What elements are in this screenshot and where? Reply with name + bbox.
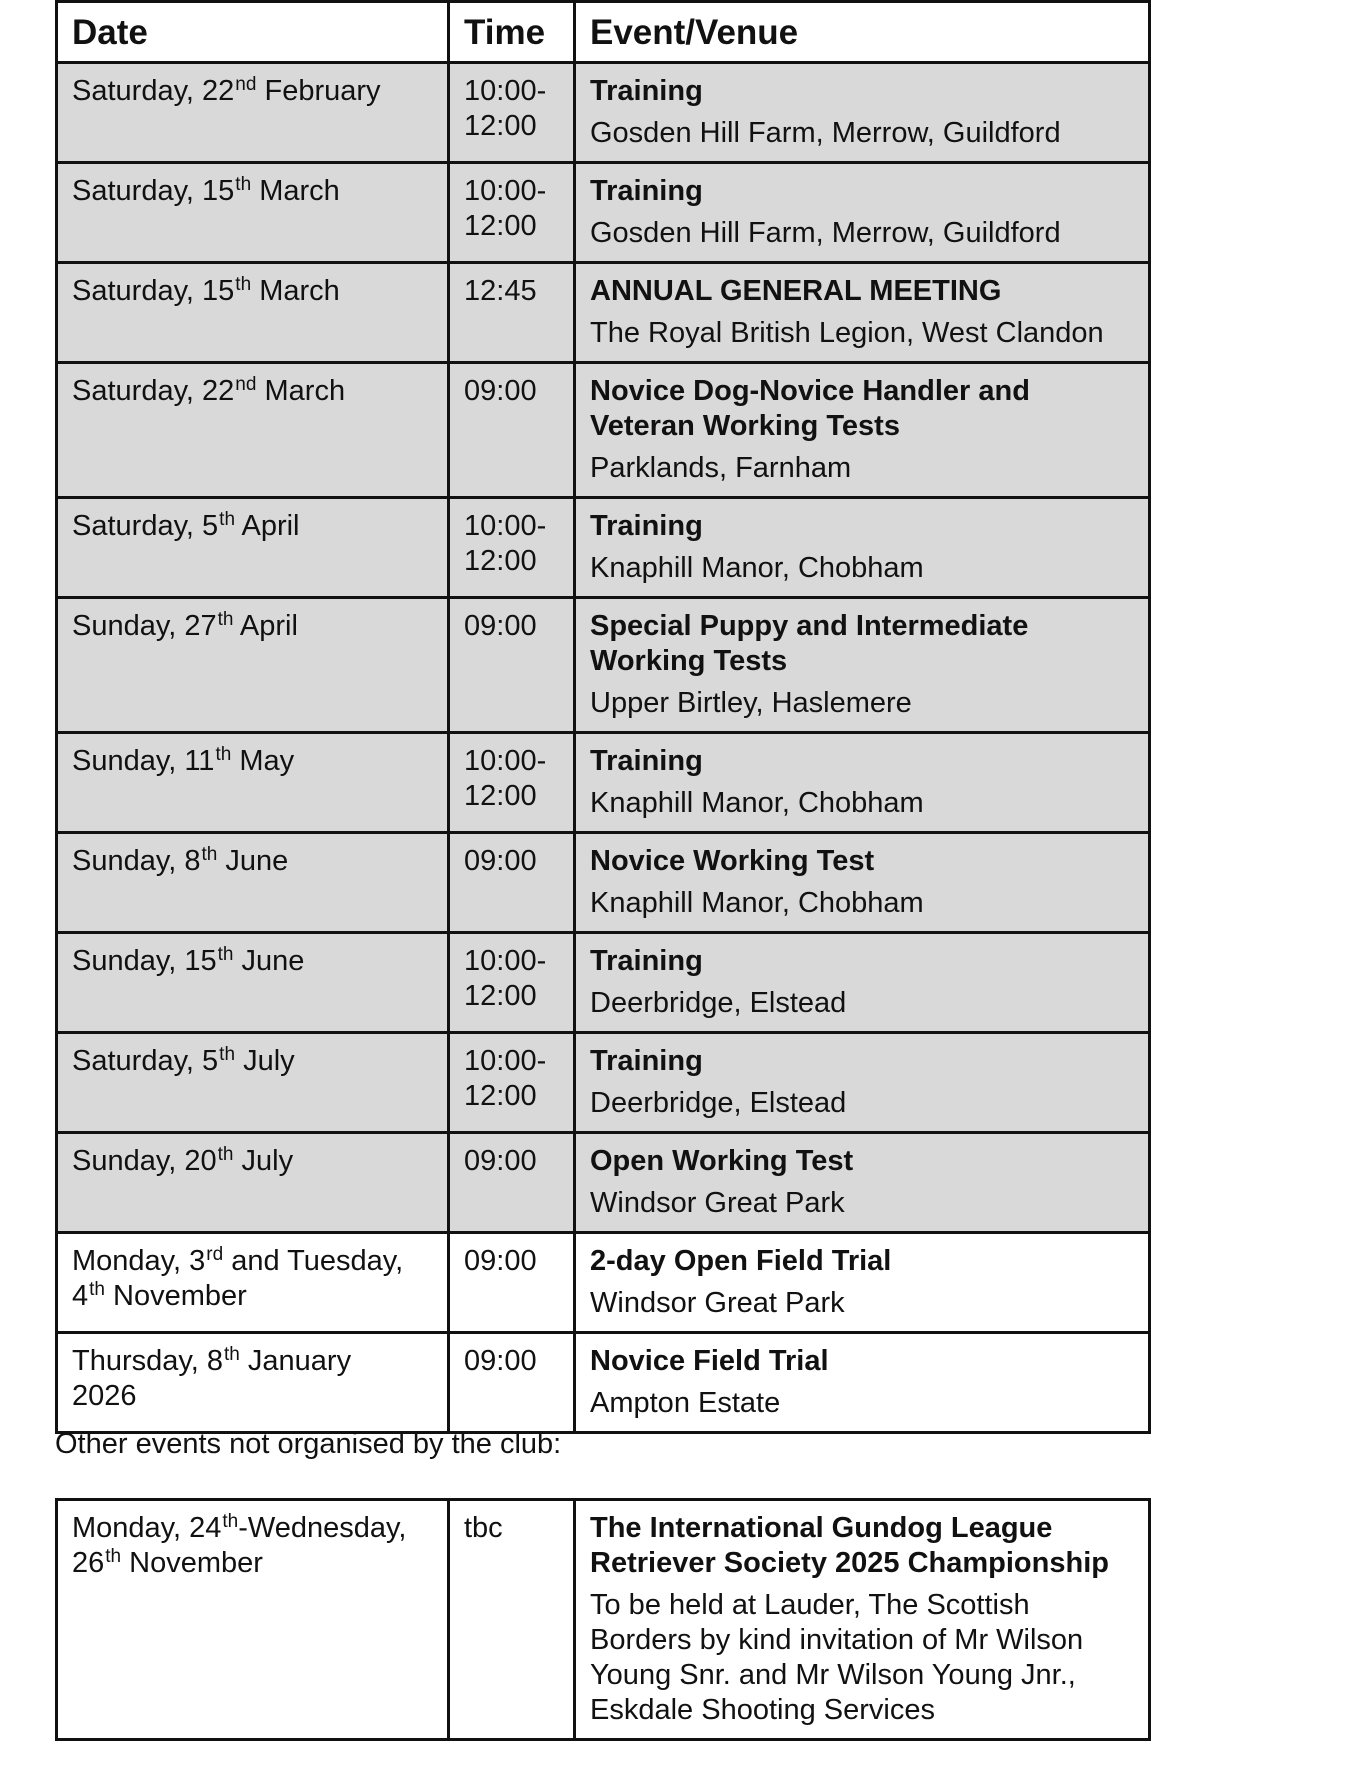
table-row <box>57 498 1150 598</box>
table-row <box>57 263 1150 363</box>
time-cell <box>449 733 575 833</box>
event-title: Training <box>590 1045 703 1077</box>
date-ordinal-suffix: th <box>89 1279 105 1300</box>
time-text: 10:00- 12:00 <box>464 175 547 242</box>
date-text: and Tuesday, <box>223 1245 404 1277</box>
time-cell <box>449 63 575 163</box>
event-cell <box>575 1233 1150 1333</box>
time-text: 09:00 <box>464 375 537 407</box>
event-venue: Parklands, Farnham <box>590 452 852 484</box>
date-ordinal-suffix: th <box>105 1546 122 1567</box>
event-cell <box>575 1333 1150 1433</box>
event-cell <box>575 163 1150 263</box>
event-title: The International Gundog League Retriever Society 2025 Championship <box>590 1512 1109 1579</box>
event-venue: Windsor Great Park <box>590 1187 845 1219</box>
time-text: 12:45 <box>464 275 537 307</box>
event-title: Open Working Test <box>590 1145 854 1177</box>
date-cell <box>57 1033 449 1133</box>
time-text: 10:00- 12:00 <box>464 1045 547 1112</box>
event-column-header: Event/Venue <box>575 2 1150 63</box>
table-header-row <box>57 2 1150 63</box>
events-body <box>57 63 1150 1433</box>
date-ordinal-suffix: th <box>222 1511 239 1532</box>
table-row <box>57 598 1150 733</box>
time-text: 10:00- 12:00 <box>464 75 547 142</box>
event-cell <box>575 63 1150 163</box>
date-ordinal-suffix: th <box>219 509 236 530</box>
date-ordinal-suffix: th <box>235 274 252 295</box>
time-text: 09:00 <box>464 845 537 877</box>
event-venue: Upper Birtley, Haslemere <box>590 687 912 719</box>
time-cell <box>449 1033 575 1133</box>
table-row <box>57 1033 1150 1133</box>
table-row <box>57 1333 1150 1433</box>
date-cell <box>57 933 449 1033</box>
events-table <box>55 0 1151 1434</box>
event-title: 2-day Open Field Trial <box>590 1245 892 1277</box>
event-cell <box>575 263 1150 363</box>
date-text: November <box>121 1547 263 1579</box>
date-cell <box>57 263 449 363</box>
event-venue: The Royal British Legion, West Clandon <box>590 317 1104 349</box>
date-text: Sunday, 11 <box>72 745 215 777</box>
date-text: April <box>235 510 300 542</box>
time-cell <box>449 1333 575 1433</box>
time-cell <box>449 598 575 733</box>
event-cell <box>575 1500 1150 1740</box>
event-cell <box>575 833 1150 933</box>
date-text: Sunday, 27 <box>72 610 217 642</box>
date-ordinal-suffix: nd <box>235 374 257 395</box>
event-title: ANNUAL GENERAL MEETING <box>590 275 1002 307</box>
date-text: Saturday, 22 <box>72 75 235 107</box>
date-cell <box>57 498 449 598</box>
other-events-note: Other events not organised by the club: <box>55 1428 562 1460</box>
table-row <box>57 363 1150 498</box>
date-ordinal-suffix: nd <box>235 74 257 95</box>
date-text: Sunday, 15 <box>72 945 217 977</box>
date-cell <box>57 163 449 263</box>
date-text: January <box>239 1345 352 1377</box>
table-row <box>57 833 1150 933</box>
table-row <box>57 63 1150 163</box>
date-cell <box>57 363 449 498</box>
event-cell <box>575 733 1150 833</box>
time-text: 10:00- 12:00 <box>464 510 547 577</box>
event-title: Training <box>590 510 703 542</box>
time-text: 09:00 <box>464 1145 537 1177</box>
time-cell <box>449 833 575 933</box>
date-ordinal-suffix: th <box>215 744 232 765</box>
event-cell <box>575 363 1150 498</box>
date-text: Thursday, 8 <box>72 1345 223 1377</box>
date-text: March <box>251 175 340 207</box>
date-ordinal-suffix: th <box>219 1044 236 1065</box>
date-text: 26 <box>72 1547 105 1579</box>
event-venue: Gosden Hill Farm, Merrow, Guildford <box>590 117 1061 149</box>
time-cell <box>449 498 575 598</box>
date-text: Monday, 3 <box>72 1245 206 1277</box>
date-cell <box>57 1500 449 1740</box>
event-venue: Gosden Hill Farm, Merrow, Guildford <box>590 217 1061 249</box>
date-text: Saturday, 5 <box>72 1045 219 1077</box>
event-title: Training <box>590 945 703 977</box>
time-text: tbc <box>464 1512 503 1544</box>
date-text: Saturday, 15 <box>72 175 235 207</box>
date-text: May <box>231 745 295 777</box>
date-cell <box>57 1233 449 1333</box>
time-cell <box>449 163 575 263</box>
date-ordinal-suffix: th <box>235 174 252 195</box>
date-ordinal-suffix: th <box>201 844 218 865</box>
date-cell <box>57 1133 449 1233</box>
date-cell <box>57 598 449 733</box>
time-column-header: Time <box>449 2 575 63</box>
event-cell <box>575 933 1150 1033</box>
date-text: June <box>233 945 305 977</box>
event-cell <box>575 1033 1150 1133</box>
table-row <box>57 733 1150 833</box>
date-text: -Wednesday, <box>238 1512 407 1544</box>
time-cell <box>449 933 575 1033</box>
time-text: 09:00 <box>464 1245 537 1277</box>
time-cell <box>449 1500 575 1740</box>
date-text: Sunday, 8 <box>72 845 201 877</box>
table-row <box>57 1233 1150 1333</box>
event-title: Training <box>590 175 703 207</box>
date-text: 4 <box>72 1280 89 1312</box>
time-text: 09:00 <box>464 610 537 642</box>
event-title: Novice Dog-Novice Handler and Veteran Working Tests <box>590 375 1030 442</box>
date-text: July <box>233 1145 294 1177</box>
date-cell <box>57 1333 449 1433</box>
date-text: June <box>217 845 289 877</box>
time-cell <box>449 1233 575 1333</box>
event-title: Training <box>590 75 703 107</box>
date-column-header: Date <box>57 2 449 63</box>
date-ordinal-suffix: th <box>217 944 234 965</box>
date-ordinal-suffix: th <box>223 1344 240 1365</box>
date-ordinal-suffix: rd <box>206 1244 224 1265</box>
time-cell <box>449 363 575 498</box>
date-text: Sunday, 20 <box>72 1145 217 1177</box>
time-cell <box>449 263 575 363</box>
event-venue: Windsor Great Park <box>590 1287 845 1319</box>
time-text: 10:00- 12:00 <box>464 945 547 1012</box>
event-venue: Deerbridge, Elstead <box>590 1087 847 1119</box>
date-cell <box>57 733 449 833</box>
event-venue: Knaphill Manor, Chobham <box>590 887 924 919</box>
date-cell <box>57 833 449 933</box>
date-text: April <box>233 610 298 642</box>
date-ordinal-suffix: th <box>217 609 234 630</box>
other-events-body <box>57 1500 1150 1740</box>
event-venue: To be held at Lauder, The Scottish Borders by kind invitation of Mr Wilson Young Snr. and Mr Wilson Young Jnr., Eskdale Shooting Services <box>590 1589 1084 1726</box>
event-title: Special Puppy and Intermediate Working Tests <box>590 610 1029 677</box>
date-text: November <box>105 1280 247 1312</box>
date-text: 2026 <box>72 1380 137 1412</box>
date-text: March <box>251 275 340 307</box>
time-text: 09:00 <box>464 1345 537 1377</box>
event-venue: Knaphill Manor, Chobham <box>590 787 924 819</box>
event-title: Novice Working Test <box>590 845 875 877</box>
event-cell <box>575 1133 1150 1233</box>
event-title: Training <box>590 745 703 777</box>
time-cell <box>449 1133 575 1233</box>
date-text: February <box>256 75 381 107</box>
table-row <box>57 163 1150 263</box>
event-cell <box>575 498 1150 598</box>
event-venue: Ampton Estate <box>590 1387 781 1419</box>
date-text: July <box>235 1045 295 1077</box>
date-text: Monday, 24 <box>72 1512 222 1544</box>
date-text: Saturday, 15 <box>72 275 235 307</box>
date-ordinal-suffix: th <box>217 1144 234 1165</box>
table-row <box>57 1500 1150 1740</box>
event-title: Novice Field Trial <box>590 1345 829 1377</box>
table-row <box>57 1133 1150 1233</box>
event-venue: Deerbridge, Elstead <box>590 987 847 1019</box>
date-text: Saturday, 22 <box>72 375 235 407</box>
date-text: Saturday, 5 <box>72 510 219 542</box>
date-cell <box>57 63 449 163</box>
date-text: March <box>256 375 346 407</box>
other-events-table <box>55 1498 1151 1741</box>
event-cell <box>575 598 1150 733</box>
event-venue: Knaphill Manor, Chobham <box>590 552 924 584</box>
time-text: 10:00- 12:00 <box>464 745 547 812</box>
table-row <box>57 933 1150 1033</box>
